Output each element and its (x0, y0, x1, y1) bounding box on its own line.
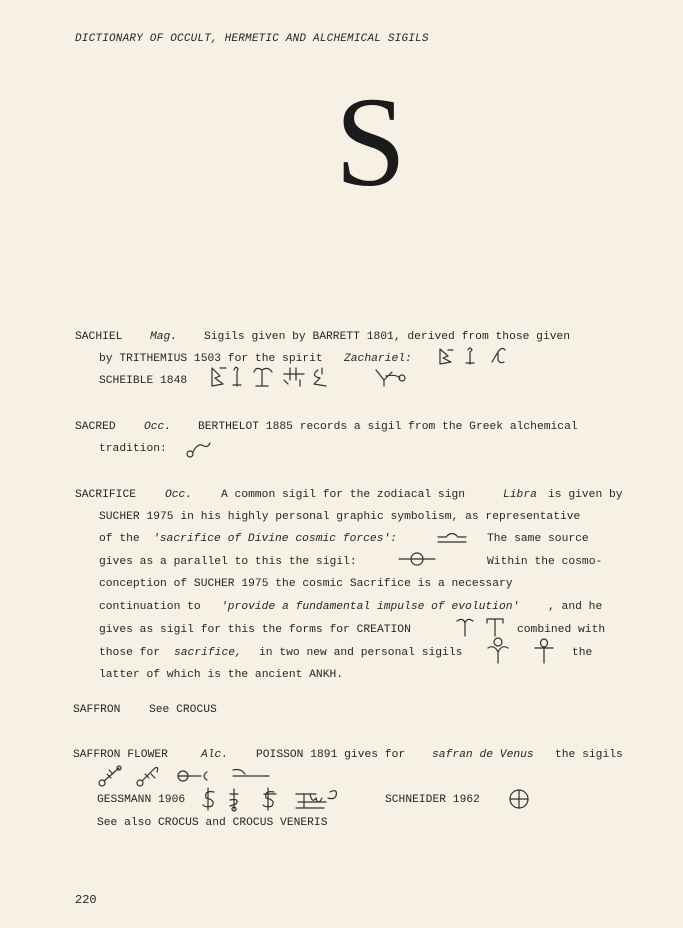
entry-text: conception of SUCHER 1975 the cosmic Sacrifice is a necessary (99, 578, 513, 590)
entry-text: The same source (487, 533, 589, 545)
entry-text: continuation to (99, 601, 201, 613)
entry-text: POISSON 1891 gives for (256, 749, 406, 761)
entry-text: the sigils (555, 749, 623, 761)
entry-text: gives as sigil for this the forms for CREATION (99, 624, 411, 636)
entry-text: Libra (503, 489, 537, 501)
entry-category: Occ. (144, 421, 172, 433)
entry-text: A common sigil for the zodiacal sign (221, 489, 466, 501)
parallel-sigil-icon (398, 551, 436, 567)
entry-text: in two new and personal sigils (259, 647, 463, 659)
entry-text: SCHNEIDER 1962 (385, 794, 480, 806)
gessmann-sigils-icon (200, 786, 360, 812)
greek-sigil-icon (186, 440, 212, 458)
entry-text: SUCHER 1975 in his highly personal graphic symbolism, as representative (99, 511, 581, 523)
entry-text: BERTHELOT 1885 records a sigil from the Greek alchemical (198, 421, 578, 433)
entry-text: , and he (548, 601, 603, 613)
entry-term: SACRED (75, 421, 116, 433)
entry-text: GESSMANN 1906 (97, 794, 186, 806)
entry-text: is given by (548, 489, 623, 501)
entry-text: by TRITHEMIUS 1503 for the spirit (99, 353, 323, 365)
entry-category: Alc. (201, 749, 229, 761)
scheible-sigils-icon (210, 364, 430, 390)
entry-text: Sigils given by BARRETT 1801, derived from those given (204, 331, 571, 343)
entry-text: 'provide a fundamental impulse of evolution' (221, 601, 520, 613)
entry-text: tradition: (99, 443, 167, 455)
schneider-sigil-icon (508, 788, 530, 810)
entry-text: those for (99, 647, 161, 659)
page-number: 220 (75, 893, 97, 907)
entry-term: SACRIFICE (75, 489, 137, 501)
sachiel-sigil-icon (438, 346, 513, 366)
entry-term: SAFFRON FLOWER (73, 749, 168, 761)
entry-text: the (572, 647, 593, 659)
entry-text: sacrifice, (174, 647, 242, 659)
entry-text: combined with (517, 624, 606, 636)
entry-category: Mag. (150, 331, 178, 343)
ankh-icon (532, 638, 556, 664)
entry-text: 'sacrifice of Divine cosmic forces': (153, 533, 398, 545)
entry-term: SACHIEL (75, 331, 123, 343)
entry-category: Occ. (165, 489, 193, 501)
entry-text: Zachariel: (344, 353, 412, 365)
entry-text: SCHEIBLE 1848 (99, 375, 188, 387)
entry-text: of the (99, 533, 140, 545)
entry-text: See CROCUS (149, 704, 217, 716)
libra-sigil-icon (436, 530, 468, 544)
entry-text: See also CROCUS and CROCUS VENERIS (97, 817, 328, 829)
poisson-sigils-icon (97, 764, 277, 788)
new-sigil-icon (486, 634, 510, 664)
entry-text: safran de Venus (432, 749, 534, 761)
section-letter: S (335, 71, 407, 213)
entry-text: gives as a parallel to this the sigil: (99, 556, 357, 568)
running-header: DICTIONARY OF OCCULT, HERMETIC AND ALCHEMICAL SIGILS (75, 33, 429, 45)
entry-text: latter of which is the ancient ANKH. (99, 669, 344, 681)
entry-term: SAFFRON (73, 704, 121, 716)
entry-text: Within the cosmo- (487, 556, 603, 568)
